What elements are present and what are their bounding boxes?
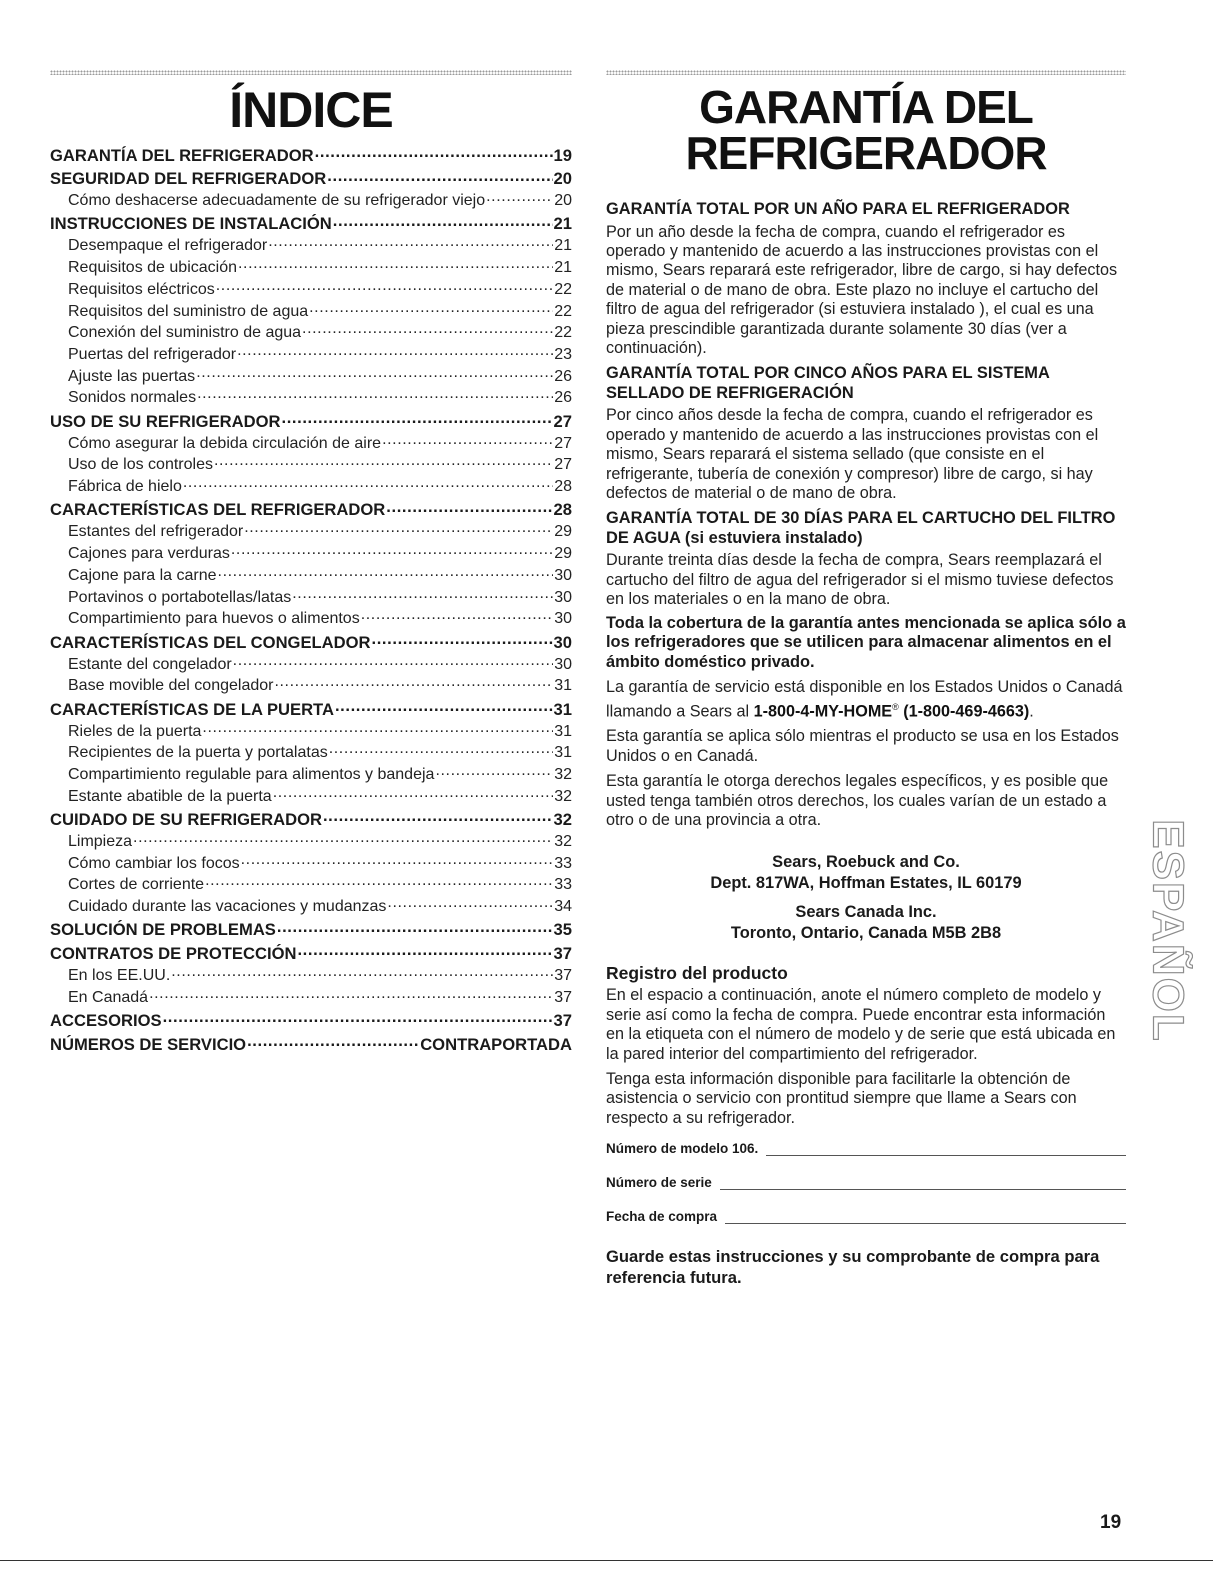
toc-entry (50, 586, 572, 608)
toc-entry-page: 32 (554, 787, 572, 805)
toc-entry-label: Uso de los controles (68, 456, 213, 474)
toc-entry-page: 22 (554, 280, 572, 298)
toc-entry-label: Cómo cambiar los focos (68, 854, 240, 872)
right-dotted-rule (606, 70, 1126, 75)
toc-leader-dots (323, 808, 553, 825)
toc-entry-page: 20 (553, 169, 572, 189)
one-year-warranty-text: Por un año desde la fecha de compra, cuando el refrigerador es operado y mantenido de acuerdo a las instrucciones provistas con el mismo, Sears reparará este refrigerador, libre de cargo, si hay defectos de material o de mano de obra. Este plazo no incluye el cartucho del filtro de agua del refrigerador (si estuviera instalado ), el cual es una pieza prescindible garantizada durante solamente 30 días (ver a continuación). (606, 222, 1118, 357)
toc-leader-dots (231, 542, 553, 558)
toc-entry (50, 278, 572, 300)
toc-entry (50, 234, 572, 256)
toc-leader-dots (486, 189, 553, 205)
toc-entry-label: Conexión del suministro de agua (68, 324, 302, 342)
toc-entry-label: Base movible del congelador (68, 677, 274, 695)
toc-entry-page: 37 (553, 943, 572, 963)
sears-us-address: Sears, Roebuck and Co. Dept. 817WA, Hoffman Estates, IL 60179 (710, 853, 1022, 893)
toc-entry-page: 19 (553, 145, 572, 165)
toc-leader-dots (233, 653, 554, 669)
toc-entry-label: Cajone para la carne (68, 566, 217, 584)
toc-entry-label: Recipientes de la puerta y portalatas (68, 744, 328, 762)
toc-entry-label: Cortes de corriente (68, 876, 205, 894)
toc-entry-page: 21 (554, 237, 572, 255)
toc-entry (50, 763, 572, 785)
thirty-day-filter-warranty-heading: GARANTÍA TOTAL DE 30 DÍAS PARA EL CARTUCHO DEL FILTRO DE AGUA (si estuviera instalado) (606, 509, 1116, 547)
toc-entry-page: 33 (554, 854, 572, 872)
toc-leader-dots (435, 763, 553, 779)
toc-entry (50, 256, 572, 278)
toc-entry (50, 741, 572, 763)
toc-entry-label: SOLUCIÓN DE PROBLEMAS (50, 920, 276, 940)
toc-leader-dots (329, 741, 553, 757)
toc-entry (50, 631, 572, 653)
toc-entry (50, 942, 572, 964)
toc-leader-dots (274, 674, 553, 690)
toc-entry-label: En Canadá (68, 988, 149, 1006)
toc-leader-dots (205, 873, 553, 889)
toc-entry-page: 22 (554, 324, 572, 342)
toc-entry (50, 674, 572, 696)
toc-leader-dots (309, 300, 553, 316)
toc-entry (50, 1033, 572, 1055)
toc-entry-page: 28 (554, 478, 572, 496)
thirty-day-filter-warranty-text: Durante treinta días desde la fecha de compra, Sears reemplazará el cartucho del filtro de agua del refrigerador si el mismo tuviese defectos en los materiales o en la mano de obra. (606, 551, 1114, 609)
service-phone-alt: (1-800-469-4663) (903, 701, 1030, 720)
toc-entry-label: Requisitos de ubicación (68, 259, 237, 277)
toc-entry-label: Estantes del refrigerador (68, 523, 244, 541)
toc-entry-label: Portavinos o portabotellas/latas (68, 588, 292, 606)
toc-entry-page: 34 (554, 898, 572, 916)
toc-entry (50, 852, 572, 874)
toc-entry-page: 26 (554, 389, 572, 407)
toc-entry-page: 30 (554, 566, 572, 584)
toc-entry-page: 32 (554, 832, 572, 850)
toc-entry (50, 808, 572, 830)
toc-entry (50, 542, 572, 564)
toc-leader-dots (386, 499, 552, 516)
five-year-warranty-text: Por cinco años desde la fecha de compra, cuando el refrigerador es operado y mantenido de acuerdo a las instrucciones provistas con el mismo, Sears reparará el sistema sellado (que consiste en el refrigerante, tubería de conexión y compresor) libre de cargo, si hay defectos de material o de mano de obra. (606, 406, 1099, 502)
toc-entry (50, 432, 572, 454)
toc-entry (50, 213, 572, 235)
toc-entry-page: 31 (554, 677, 572, 695)
toc-entry-label: Requisitos del suministro de agua (68, 302, 309, 320)
keep-instructions-note: Guarde estas instrucciones y su comprobante de compra para referencia futura. (606, 1247, 1100, 1288)
toc-entry-label: Estante abatible de la puerta (68, 787, 272, 805)
toc-leader-dots (302, 321, 553, 337)
toc-entry-label: Cómo asegurar la debida circulación de aire (68, 434, 382, 452)
coverage-note: Toda la cobertura de la garantía antes mencionada se aplica sólo a los refrigeradores que se utilicen para almacenar alimentos en el ámbito doméstico privado. (606, 613, 1126, 671)
toc-entry (50, 189, 572, 211)
toc-leader-dots (133, 830, 553, 846)
serial-number-field[interactable]: Número de serie (606, 1170, 1126, 1190)
toc-entry-page: 35 (553, 920, 572, 940)
toc-entry (50, 499, 572, 521)
toc-entry-label: NÚMEROS DE SERVICIO (50, 1034, 247, 1054)
toc-entry-page: 26 (554, 367, 572, 385)
toc-entry-label: Ajuste las puertas (68, 367, 196, 385)
toc-entry-page: 21 (553, 214, 572, 234)
warranty-applies-text: Esta garantía se aplica sólo mientras el producto se usa en los Estados Unidos o en Canadá. (606, 727, 1119, 765)
toc-entry-label: CARACTERÍSTICAS DEL CONGELADOR (50, 632, 371, 652)
toc-leader-dots (216, 278, 553, 294)
page-number: 19 (1100, 1512, 1122, 1533)
toc-leader-dots (372, 631, 553, 648)
toc-entry (50, 607, 572, 629)
toc-entry-page: 27 (554, 456, 572, 474)
index-column (50, 84, 572, 1055)
legal-rights-text: Esta garantía le otorga derechos legales específicos, y es posible que usted tenga también otros derechos, los cuales varían de un estado a otro o de una provincia a otra. (606, 772, 1109, 829)
purchase-date-field[interactable]: Fecha de compra (606, 1204, 1126, 1224)
toc-entry (50, 520, 572, 542)
toc-entry-page: 30 (553, 632, 572, 652)
warranty-title (606, 81, 1126, 179)
toc-entry (50, 986, 572, 1008)
five-year-warranty-heading: GARANTÍA TOTAL POR CINCO AÑOS PARA EL SISTEMA SELLADO DE REFRIGERACIÓN (606, 364, 1050, 402)
toc-entry (50, 321, 572, 343)
index-title: ÍNDICE (229, 82, 393, 138)
toc-entry-page: 27 (553, 411, 572, 431)
toc-leader-dots (238, 256, 553, 272)
toc-entry-label: Cómo deshacerse adecuadamente de su refrigerador viejo (68, 192, 486, 210)
toc-leader-dots (214, 453, 553, 469)
toc-entry-label: Rieles de la puerta (68, 722, 202, 740)
toc-entry-label: Limpieza (68, 832, 133, 850)
toc-entry-label: GARANTÍA DEL REFRIGERADOR (50, 145, 314, 165)
toc-leader-dots (218, 564, 554, 580)
toc-entry (50, 830, 572, 852)
bottom-rule (0, 1560, 1213, 1561)
toc-leader-dots (183, 475, 553, 491)
product-registration-heading: Registro del producto (606, 963, 788, 984)
warranty-title-line1: GARANTÍA DEL (699, 81, 1033, 133)
toc-entry-label: Cajones para verduras (68, 545, 230, 563)
toc-leader-dots (282, 410, 553, 427)
toc-entry-label: CUIDADO DE SU REFRIGERADOR (50, 809, 322, 829)
toc-entry (50, 1009, 572, 1031)
toc-leader-dots (277, 919, 553, 936)
toc-entry-label: Desempaque el refrigerador (68, 237, 268, 255)
toc-entry-page: 37 (554, 966, 572, 984)
service-availability-text: La garantía de servicio está disponible en los Estados Unidos o Canadá llamando a Sears al 1-800-4-MY-HOME® (1-800-469-4663). (606, 678, 1123, 720)
service-phone: 1-800-4-MY-HOME (753, 701, 893, 720)
toc-entry (50, 475, 572, 497)
toc-leader-dots (202, 720, 553, 736)
toc-leader-dots (241, 852, 554, 868)
toc-entry (50, 144, 572, 166)
toc-leader-dots (196, 365, 553, 381)
toc-entry-page: 21 (554, 259, 572, 277)
toc-entry-label: USO DE SU REFRIGERADOR (50, 411, 281, 431)
table-of-contents (50, 144, 572, 1055)
toc-entry (50, 698, 572, 720)
toc-entry-page: 20 (554, 192, 572, 210)
toc-entry-page: 37 (554, 988, 572, 1006)
warranty-title-line2: REFRIGERADOR (685, 127, 1047, 179)
toc-entry-page: 28 (553, 500, 572, 520)
toc-entry-label: CARACTERÍSTICAS DEL REFRIGERADOR (50, 500, 386, 520)
toc-entry (50, 453, 572, 475)
toc-leader-dots (382, 432, 553, 448)
toc-leader-dots (297, 942, 552, 959)
toc-entry-label: INSTRUCCIONES DE INSTALACIÓN (50, 214, 332, 234)
toc-entry (50, 919, 572, 941)
toc-entry-page: 31 (553, 699, 572, 719)
left-dotted-rule (50, 70, 572, 75)
toc-entry-page: 33 (554, 876, 572, 894)
toc-entry (50, 564, 572, 586)
toc-entry-page: 23 (554, 346, 572, 363)
product-registration-help-text: Tenga esta información disponible para facilitarle la obtención de asistencia o servicio con prontitud siempre que llame a Sears con respecto a su refrigerador. (606, 1069, 1077, 1127)
toc-entry-label: Puertas del refrigerador (68, 346, 237, 363)
toc-leader-dots (333, 213, 553, 230)
toc-leader-dots (197, 386, 553, 402)
toc-entry (50, 653, 572, 675)
toc-entry-page: 37 (553, 1010, 572, 1030)
toc-entry-label: Fábrica de hielo (68, 478, 182, 496)
language-side-tab: ESPAÑOL (1144, 818, 1193, 1043)
toc-entry-page: 29 (554, 545, 572, 563)
toc-leader-dots (247, 1033, 419, 1050)
warranty-column (606, 81, 1126, 1288)
toc-leader-dots (315, 144, 553, 161)
toc-entry-label: Compartimiento regulable para alimentos y bandeja (68, 765, 435, 783)
toc-entry-label: Estante del congelador (68, 655, 232, 673)
toc-leader-dots (244, 520, 553, 536)
toc-leader-dots (387, 895, 553, 911)
one-year-warranty-heading: GARANTÍA TOTAL POR UN AÑO PARA EL REFRIGERADOR (606, 200, 1070, 218)
toc-leader-dots (361, 607, 554, 623)
toc-entry-page: 27 (554, 434, 572, 452)
toc-entry (50, 386, 572, 408)
toc-entry-label: CARACTERÍSTICAS DE LA PUERTA (50, 699, 334, 719)
toc-entry (50, 365, 572, 387)
toc-entry-label: CONTRATOS DE PROTECCIÓN (50, 943, 297, 963)
toc-entry (50, 300, 572, 322)
toc-leader-dots (149, 986, 553, 1002)
model-number-field[interactable]: Número de modelo 106. (606, 1136, 1126, 1156)
toc-leader-dots (292, 586, 553, 602)
toc-entry (50, 343, 572, 365)
toc-entry-label: Cuidado durante las vacaciones y mudanzas (68, 898, 387, 916)
toc-entry-page: 22 (554, 302, 572, 320)
toc-entry-label: Requisitos eléctricos (68, 280, 215, 298)
toc-leader-dots (163, 1009, 553, 1026)
toc-entry-page: 31 (554, 744, 572, 762)
toc-entry (50, 873, 572, 895)
sears-canada-address: Sears Canada Inc. Toronto, Ontario, Canada M5B 2B8 (730, 903, 1002, 943)
toc-entry-page: 30 (554, 655, 572, 673)
product-registration-text: En el espacio a continuación, anote el número completo de modelo y serie así como la fecha de compra. Puede encontrar esta información en la etiqueta con el número de modelo y de serie que está ubicada en la pared interior del compartimiento del refrigerador. (606, 986, 1116, 1063)
toc-leader-dots (273, 785, 554, 801)
toc-entry (50, 720, 572, 742)
toc-entry-page: 30 (554, 610, 572, 628)
toc-entry-page: 31 (554, 722, 572, 740)
toc-entry (50, 785, 572, 807)
toc-leader-dots (237, 343, 553, 359)
toc-leader-dots (327, 168, 552, 185)
toc-entry-page: 29 (554, 523, 572, 541)
toc-entry-label: SEGURIDAD DEL REFRIGERADOR (50, 169, 327, 189)
toc-entry-label: Compartimiento para huevos o alimentos (68, 610, 360, 628)
toc-leader-dots (268, 234, 553, 250)
toc-entry-label: Sonidos normales (68, 389, 197, 407)
toc-entry-page: 32 (553, 809, 572, 829)
toc-entry (50, 895, 572, 917)
toc-entry-label: En los EE.UU. (68, 966, 171, 984)
toc-entry (50, 168, 572, 190)
toc-entry (50, 410, 572, 432)
toc-leader-dots (335, 698, 553, 715)
toc-entry-page: 30 (554, 588, 572, 606)
toc-leader-dots (171, 964, 553, 980)
toc-entry (50, 964, 572, 986)
toc-entry-label: ACCESORIOS (50, 1010, 162, 1030)
toc-entry-page: CONTRAPORTADA (420, 1034, 572, 1054)
toc-entry-page: 32 (554, 765, 572, 783)
